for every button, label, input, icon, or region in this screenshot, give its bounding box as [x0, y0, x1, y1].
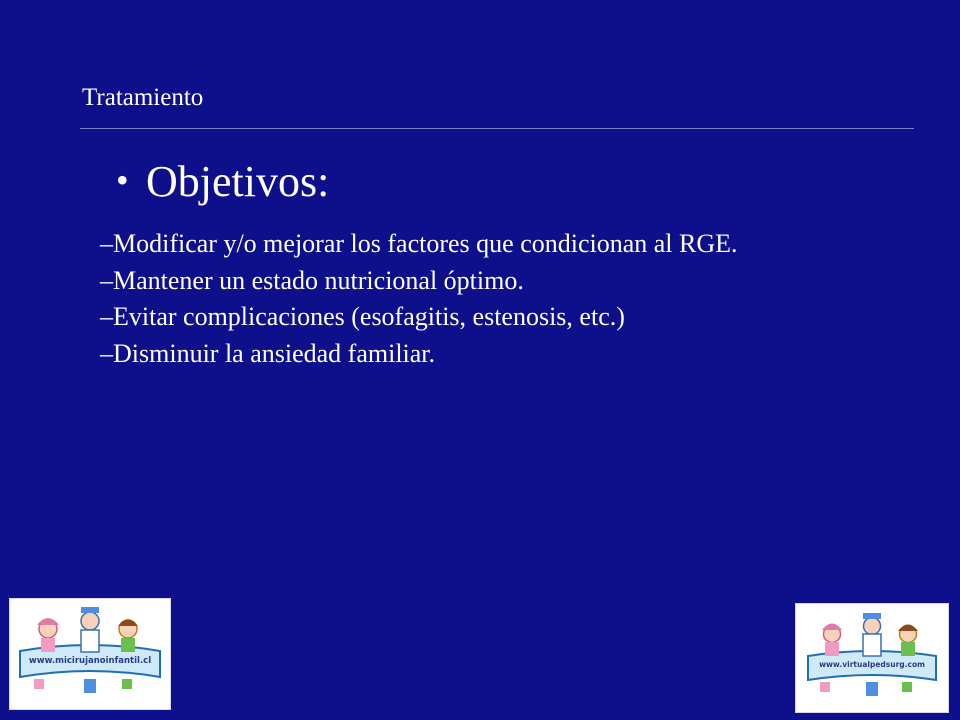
kids-banner-illustration — [10, 599, 170, 709]
slide-section-title: Tratamiento — [82, 84, 204, 111]
objectives-heading-text: Objetivos: — [146, 157, 330, 206]
virtualpedsurg-logo — [795, 603, 949, 713]
micirujanoinfantil-logo — [9, 598, 171, 710]
objective-item: –Mantener un estado nutricional óptimo. — [100, 265, 524, 295]
objective-item: –Disminuir la ansiedad familiar. — [100, 338, 436, 368]
objectives-list — [100, 226, 738, 372]
logo-left-text: www.micirujanoinfantil.cl — [28, 656, 152, 666]
logo-right-text: www.virtualpedsurg.com — [819, 660, 925, 669]
objective-item: –Evitar complicaciones (esofagitis, estenosis, etc.) — [100, 302, 625, 331]
objective-item: –Modificar y/o mejorar los factores que condicionan al RGE. — [100, 229, 738, 258]
bullet-icon: • — [116, 160, 129, 200]
objectives-heading — [116, 152, 329, 210]
header-divider — [80, 128, 914, 129]
kids-banner-illustration — [796, 604, 948, 712]
